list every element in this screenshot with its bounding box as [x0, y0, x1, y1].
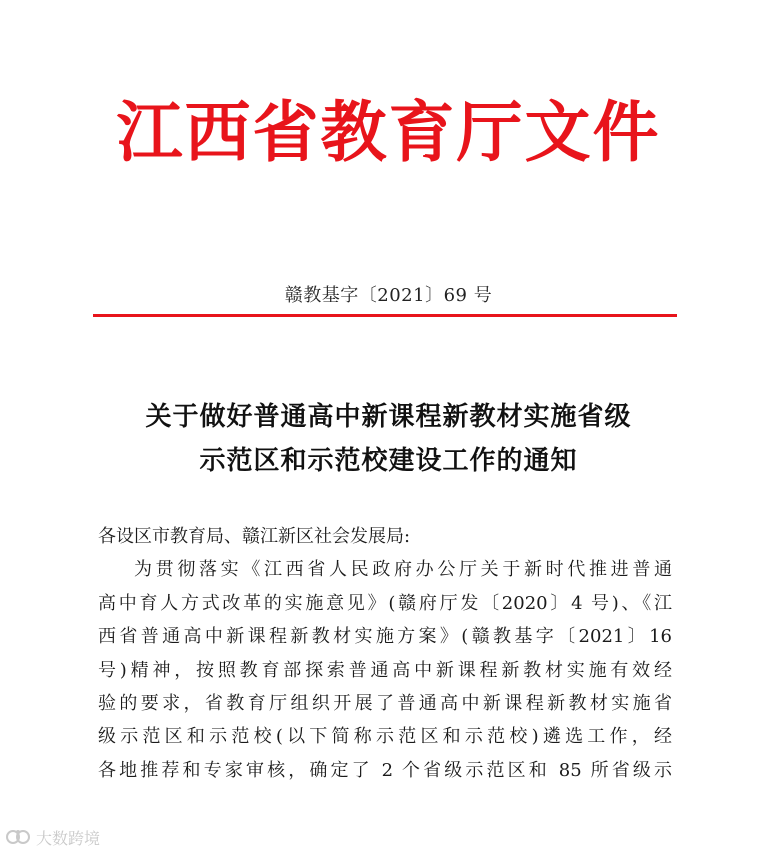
body-line: 各地推荐和专家审核，确定了 2 个省级示范区和 85 所省级示	[98, 759, 672, 781]
document-number: 赣教基字〔2021〕69 号	[284, 285, 493, 306]
body-line: 为贯彻落实《江西省人民政府办公厅关于新时代推进普通	[134, 559, 672, 581]
document-header-title: 江西省教育厅文件	[116, 93, 661, 171]
red-divider-line	[93, 314, 677, 317]
watermark	[6, 826, 100, 848]
body-line: 级示范区和示范校(以下简称示范区和示范校)遴选工作，经	[98, 726, 672, 748]
subject-line-1: 关于做好普通高中新课程新教材实施省级	[145, 402, 632, 432]
salutation: 各设区市教育局、赣江新区社会发展局:	[98, 526, 411, 547]
body-line: 高中育人方式改革的实施意见》(赣府厅发〔2020〕4 号)、《江	[98, 592, 672, 614]
watermark-text: 大数跨境	[36, 828, 101, 848]
notice-body	[98, 520, 672, 787]
bubble-logo-icon	[6, 828, 32, 846]
body-line: 西省普通高中新课程新教材实施方案》(赣教基字〔2021〕16	[98, 626, 672, 648]
body-line: 验的要求，省教育厅组织开展了普通高中新课程新教材实施省	[98, 692, 672, 714]
body-line: 号)精神，按照教育部探索普通高中新课程新教材实施有效经	[98, 659, 672, 681]
subject-line-2: 示范区和示范校建设工作的通知	[199, 446, 578, 476]
notice-subject	[0, 395, 777, 483]
